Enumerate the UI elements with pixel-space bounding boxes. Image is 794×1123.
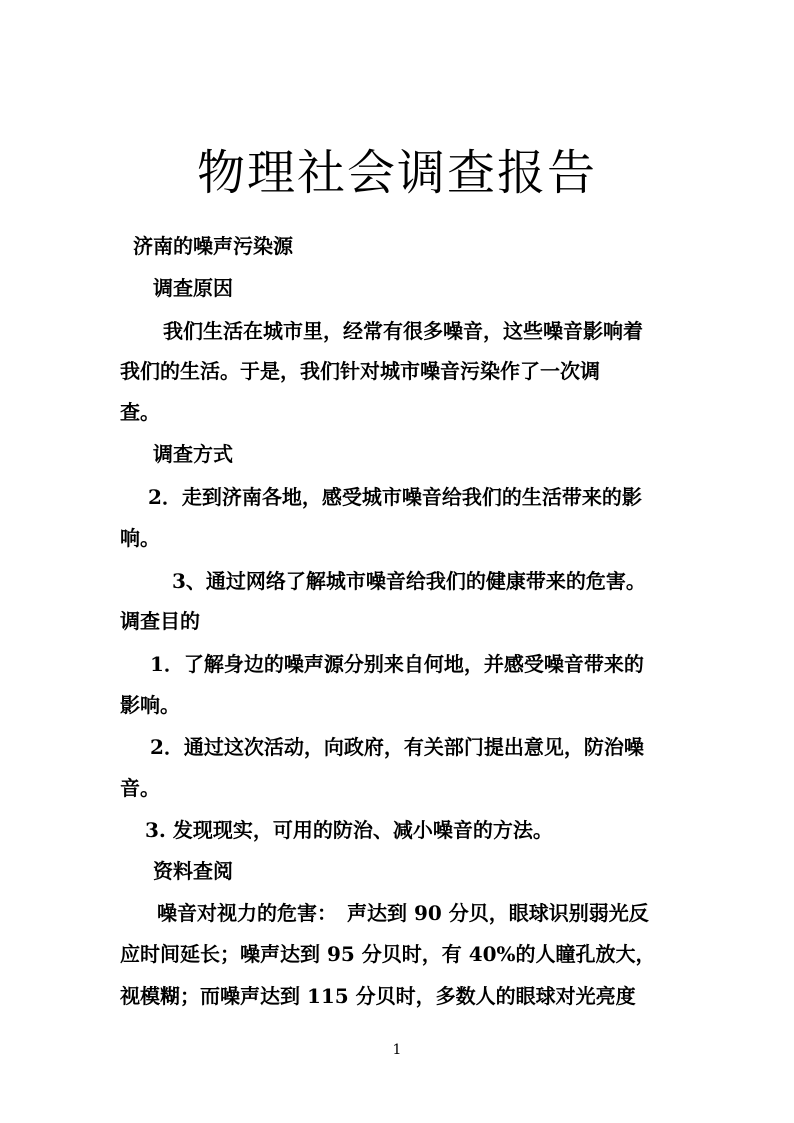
purpose-line-1: 1．了解身边的噪声源分别来自何地，并感受噪音带来的 <box>150 652 644 676</box>
purpose-line-5: 3. 发现现实，可用的防治、减小噪音的方法。 <box>145 818 553 842</box>
document-title: 物理社会调查报告 <box>196 145 597 201</box>
heading-method: 调查方式 <box>153 442 233 466</box>
method-line-1: 2．走到济南各地，感受城市噪音给我们的生活带来的影 <box>148 485 642 509</box>
reason-line-3: 查。 <box>120 400 160 424</box>
method-line-2: 响。 <box>120 526 160 550</box>
reference-line-3: 视模糊；而噪声达到 115 分贝时，多数人的眼球对光亮度 <box>120 984 636 1008</box>
heading-reason: 调查原因 <box>153 276 233 300</box>
heading-purpose: 调查目的 <box>120 609 200 633</box>
reason-line-2: 我们的生活。于是，我们针对城市噪音污染作了一次调 <box>120 359 600 383</box>
subtitle: 济南的噪声污染源 <box>133 234 293 258</box>
reason-line-1: 我们生活在城市里，经常有很多噪音，这些噪音影响着 <box>163 319 643 343</box>
purpose-line-3: 2．通过这次活动，向政府，有关部门提出意见，防治噪 <box>150 735 644 759</box>
method-line-3: 3、通过网络了解城市噪音给我们的健康带来的危害。 <box>172 569 646 593</box>
reference-line-1: 噪音对视力的危害： 声达到 90 分贝，眼球识别弱光反 <box>157 901 649 925</box>
page-number: 1 <box>392 1042 402 1058</box>
heading-reference: 资料查阅 <box>153 859 233 883</box>
reference-line-2: 应时间延长；噪声达到 95 分贝时，有 40%的人瞳孔放大， <box>120 942 656 966</box>
purpose-line-2: 影响。 <box>120 693 180 717</box>
purpose-line-4: 音。 <box>120 776 160 800</box>
